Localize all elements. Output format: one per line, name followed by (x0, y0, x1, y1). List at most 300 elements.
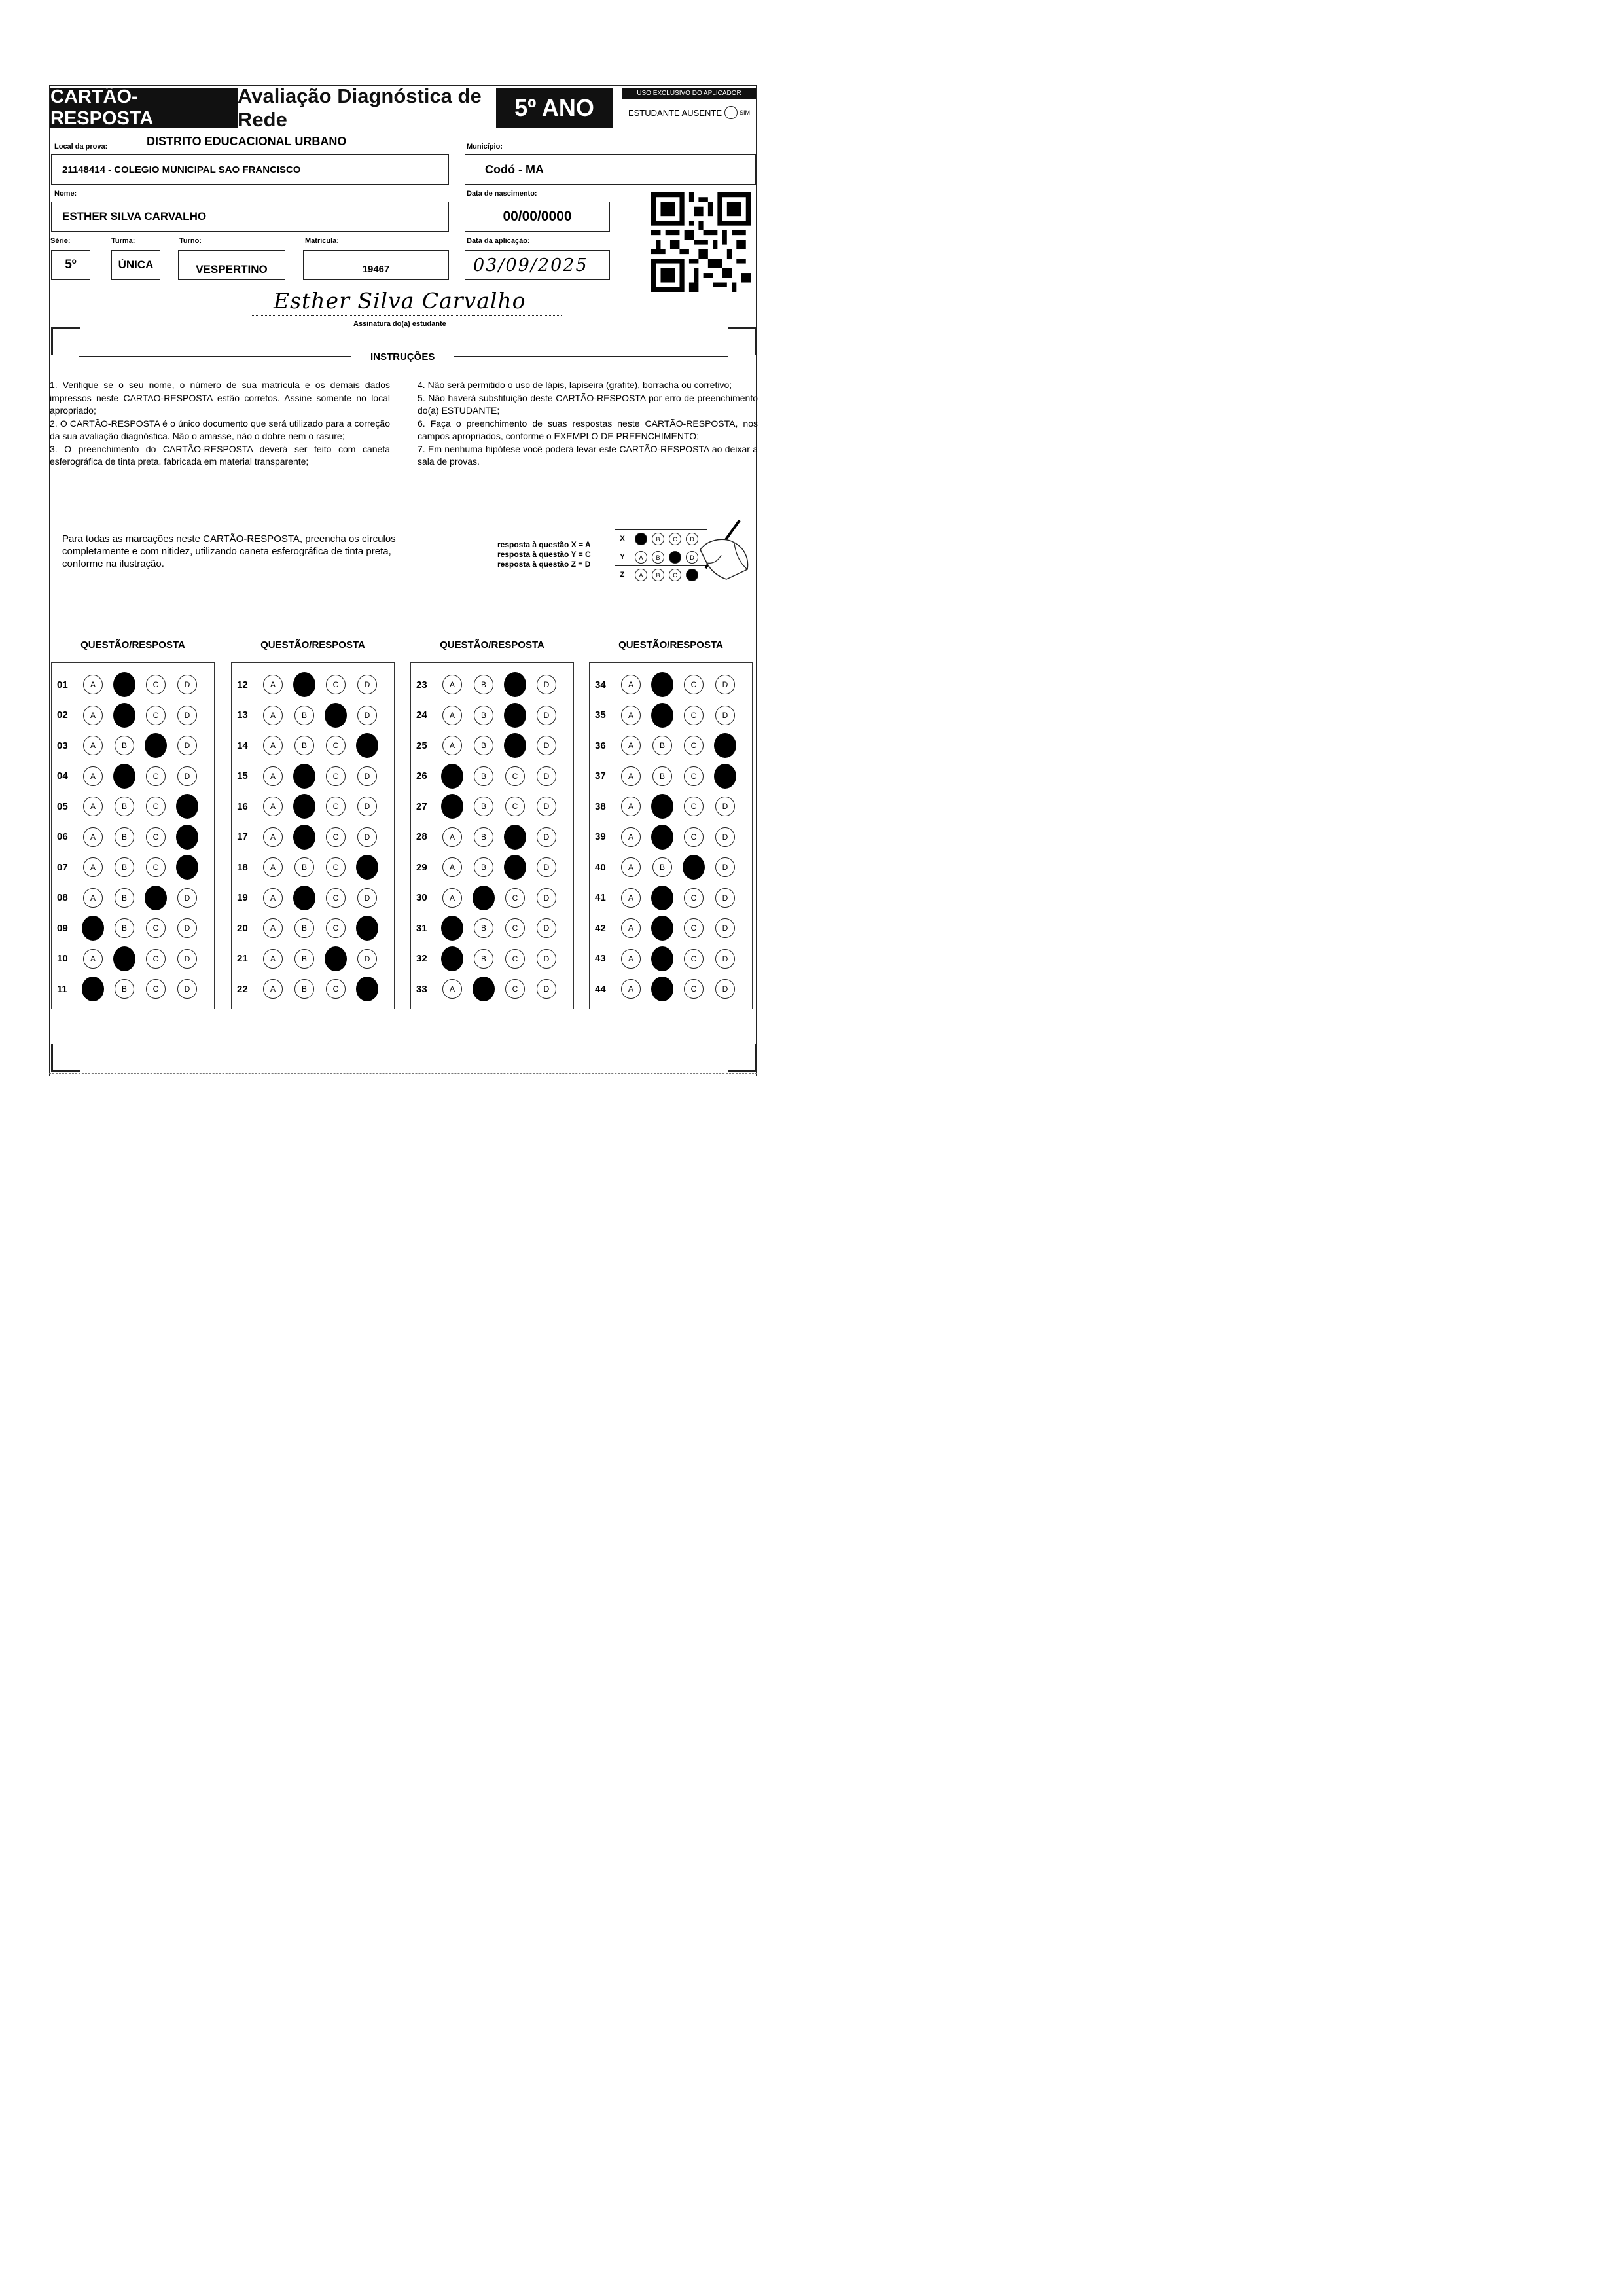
answer-bubble-b[interactable]: B (293, 825, 315, 850)
answer-row (411, 883, 573, 913)
card-title: CARTÃO-RESPOSTA (50, 88, 238, 128)
example-bubble-d: D (686, 551, 698, 564)
answer-row (590, 913, 752, 943)
answer-row (52, 913, 214, 943)
applicator-box (622, 88, 757, 128)
answer-column (589, 662, 753, 1009)
answer-bubble-c[interactable]: C (504, 855, 526, 880)
answer-bubble-a[interactable]: A (621, 979, 641, 999)
answer-row (52, 761, 214, 791)
question-number: 13 (237, 709, 248, 721)
answer-row (52, 700, 214, 730)
answer-bubble-d[interactable]: D (177, 888, 197, 908)
answer-bubble-a[interactable]: A (621, 949, 641, 969)
instruction-1: 1. Verifique se o seu nome, o número de sua matrícula e os demais dados impressos neste CARTAO-RESPOSTA estão corretos. Assine somente no local apropriado; (50, 380, 390, 416)
applicator-box-title: USO EXCLUSIVO DO APLICADOR (622, 88, 756, 99)
instruction-3: 3. O preenchimento do CARTÃO-RESPOSTA deverá ser feito com caneta esferográfica de tinta preta, fabricada em material transparente; (50, 443, 390, 467)
answer-bubble-c[interactable]: C (326, 857, 346, 877)
answer-bubble-c[interactable]: C (326, 766, 346, 786)
answer-bubble-a[interactable]: A (83, 766, 103, 786)
answer-bubble-c[interactable]: C (684, 766, 704, 786)
answer-bubble-c[interactable]: C (504, 733, 526, 758)
answer-row (590, 730, 752, 761)
answer-bubble-a[interactable]: A (82, 977, 104, 1001)
instructions-rule-right (454, 356, 728, 357)
answer-bubble-d[interactable]: D (176, 794, 198, 819)
answer-row (52, 670, 214, 700)
card-frame-bottom (49, 1073, 757, 1074)
question-number: 31 (416, 922, 427, 934)
answer-bubble-c[interactable]: C (326, 736, 346, 755)
answer-row (52, 883, 214, 913)
answer-bubble-c[interactable]: C (146, 675, 166, 694)
example-bubble-d: D (686, 533, 698, 545)
answer-bubble-b[interactable]: B (474, 675, 493, 694)
answer-bubble-d[interactable]: D (715, 797, 735, 816)
instruction-4: 4. Não será permitido o uso de lápis, lapiseira (grafite), borracha ou corretivo; (418, 380, 732, 390)
answer-bubble-b[interactable]: B (474, 918, 493, 938)
question-number: 19 (237, 892, 248, 903)
question-number: 16 (237, 800, 248, 812)
question-number: 17 (237, 831, 248, 842)
answer-bubble-d[interactable]: D (177, 979, 197, 999)
instruction-6: 6. Faça o preenchimento de suas respostas neste CARTÃO-RESPOSTA, nos campos apropriados, conforme o EXEMPLO DE PREENCHIMENTO; (418, 418, 758, 441)
question-number: 43 (595, 953, 606, 964)
question-number: 42 (595, 922, 606, 934)
turno-label: Turno: (179, 237, 202, 245)
answer-bubble-c[interactable]: C (505, 979, 525, 999)
answer-bubble-d[interactable]: D (176, 855, 198, 880)
question-number: 28 (416, 831, 427, 842)
exam-title: Avaliação Diagnóstica de Rede (238, 88, 496, 128)
instruction-7: 7. Em nenhuma hipótese você poderá levar este CARTÃO-RESPOSTA ao deixar a sala de provas. (418, 443, 758, 467)
answer-bubble-d[interactable]: D (357, 888, 377, 908)
answer-bubble-a[interactable]: A (442, 979, 462, 999)
answer-bubble-d[interactable]: D (537, 766, 556, 786)
answer-bubble-b[interactable]: B (651, 977, 673, 1001)
question-number: 04 (57, 770, 68, 781)
answer-bubble-c[interactable]: C (505, 797, 525, 816)
answer-row (52, 944, 214, 974)
answer-bubble-a[interactable]: A (442, 675, 462, 694)
answer-bubble-d[interactable]: D (177, 706, 197, 725)
answer-column-title: QUESTÃO/RESPOSTA (440, 639, 544, 651)
answer-bubble-d[interactable]: D (715, 857, 735, 877)
answer-bubble-b[interactable]: B (474, 797, 493, 816)
answer-bubble-d[interactable]: D (356, 855, 378, 880)
absent-option-label: SIM (740, 109, 751, 116)
local-district: DISTRITO EDUCACIONAL URBANO (147, 135, 347, 148)
answer-row (411, 761, 573, 791)
answer-bubble-b[interactable]: B (293, 764, 315, 789)
answer-bubble-d[interactable]: D (177, 766, 197, 786)
answer-bubble-a[interactable]: A (83, 675, 103, 694)
answer-bubble-a[interactable]: A (83, 706, 103, 725)
answer-bubble-c[interactable]: C (504, 672, 526, 697)
absent-checkbox[interactable] (724, 106, 738, 119)
answer-row (411, 944, 573, 974)
answer-row (232, 852, 394, 882)
aplicacao-handwritten: 03/09/2025 (473, 255, 588, 276)
question-number: 07 (57, 861, 68, 873)
answer-row (232, 730, 394, 761)
answer-row (590, 883, 752, 913)
answer-bubble-a[interactable]: A (441, 946, 463, 971)
question-number: 06 (57, 831, 68, 842)
answer-bubble-c[interactable]: C (505, 949, 525, 969)
nascimento-label: Data de nascimento: (467, 190, 537, 198)
answer-row (52, 791, 214, 821)
corner-mark-top-left (51, 327, 80, 355)
signature-label: Assinatura do(a) estudante (353, 320, 446, 328)
answer-bubble-a[interactable]: A (442, 736, 462, 755)
answer-bubble-a[interactable]: A (83, 857, 103, 877)
example-row-label: Y (615, 548, 630, 566)
answer-column (231, 662, 395, 1009)
answer-bubble-b[interactable]: B (651, 794, 673, 819)
example-bubble-c: C (669, 533, 681, 545)
answer-bubble-a[interactable]: A (263, 706, 283, 725)
answer-bubble-c[interactable]: C (505, 918, 525, 938)
question-number: 34 (595, 679, 606, 691)
answer-bubble-d[interactable]: D (177, 949, 197, 969)
answer-row (232, 822, 394, 852)
answer-bubble-b[interactable]: B (113, 946, 135, 971)
serie-field: 5º (51, 250, 90, 280)
example-bubble-a (635, 533, 647, 545)
answer-bubble-a[interactable]: A (621, 857, 641, 877)
answer-bubble-d[interactable]: D (177, 675, 197, 694)
answer-bubble-a[interactable]: A (441, 794, 463, 819)
answer-bubble-d[interactable]: D (357, 675, 377, 694)
aplicacao-field (465, 250, 610, 280)
absent-label: ESTUDANTE AUSENTE (628, 107, 722, 118)
answer-row (590, 852, 752, 882)
answer-bubble-c[interactable]: C (505, 766, 525, 786)
answer-column (410, 662, 574, 1009)
answer-bubble-a[interactable]: A (621, 797, 641, 816)
answer-bubble-a[interactable]: A (83, 888, 103, 908)
answer-bubble-c[interactable]: C (684, 797, 704, 816)
answer-bubble-a[interactable]: A (441, 764, 463, 789)
answer-bubble-b[interactable]: B (474, 949, 493, 969)
question-number: 14 (237, 740, 248, 751)
answer-bubble-d[interactable]: D (714, 733, 736, 758)
answer-bubble-d[interactable]: D (537, 949, 556, 969)
answer-bubble-d[interactable]: D (715, 706, 735, 725)
answer-row (52, 822, 214, 852)
answer-bubble-a[interactable]: A (442, 827, 462, 847)
answer-row (411, 974, 573, 1004)
answer-bubble-c[interactable]: C (684, 736, 704, 755)
answer-bubble-b[interactable]: B (652, 766, 672, 786)
answer-bubble-d[interactable]: D (714, 764, 736, 789)
answer-bubble-d[interactable]: D (715, 979, 735, 999)
answer-bubble-c[interactable]: C (684, 888, 704, 908)
answer-row (232, 974, 394, 1004)
answer-bubble-a[interactable]: A (83, 797, 103, 816)
answer-bubble-d[interactable]: D (537, 736, 556, 755)
answer-row (52, 974, 214, 1004)
example-text: Para todas as marcações neste CARTÃO-RESPOSTA, preencha os círculos completamente e com nitidez, utilizando caneta esferográfica de tinta preta, conforme na ilustração. (62, 533, 396, 569)
answer-bubble-b[interactable]: B (293, 794, 315, 819)
question-number: 41 (595, 892, 606, 903)
answer-bubble-b[interactable]: B (474, 736, 493, 755)
question-number: 09 (57, 922, 68, 934)
answer-bubble-a[interactable]: A (263, 949, 283, 969)
instruction-2: 2. O CARTÃO-RESPOSTA é o único documento que será utilizado para a correção da sua avaliação diagnóstica. Não o amasse, não o dobre nem o rasure; (50, 418, 390, 441)
answer-bubble-c[interactable]: C (684, 979, 704, 999)
signature-line (252, 315, 562, 316)
corner-mark-bottom-right (728, 1044, 757, 1072)
answer-bubble-b[interactable]: B (474, 857, 493, 877)
answer-row (590, 822, 752, 852)
answer-bubble-d[interactable]: D (356, 733, 378, 758)
answer-bubble-c[interactable]: C (146, 918, 166, 938)
answer-bubble-b[interactable]: B (651, 672, 673, 697)
answer-bubble-c[interactable]: C (325, 703, 347, 728)
answer-bubble-b[interactable]: B (294, 857, 314, 877)
answer-bubble-d[interactable]: D (537, 979, 556, 999)
answer-bubble-c[interactable]: C (146, 766, 166, 786)
answer-bubble-d[interactable]: D (357, 827, 377, 847)
answer-bubble-c[interactable]: C (684, 918, 704, 938)
question-number: 36 (595, 740, 606, 751)
municipio-label: Município: (467, 143, 503, 151)
answer-row (232, 944, 394, 974)
answer-bubble-b[interactable]: B (115, 857, 134, 877)
answer-bubble-b[interactable]: B (115, 827, 134, 847)
answer-bubble-a[interactable]: A (621, 706, 641, 725)
question-number: 37 (595, 770, 606, 781)
answer-bubble-b[interactable]: B (115, 736, 134, 755)
question-number: 35 (595, 709, 606, 721)
answer-bubble-d[interactable]: D (715, 949, 735, 969)
answer-bubble-a[interactable]: A (621, 888, 641, 908)
answer-row (52, 730, 214, 761)
answer-bubble-a[interactable]: A (83, 736, 103, 755)
answer-bubble-b[interactable]: B (115, 797, 134, 816)
answer-bubble-a[interactable]: A (82, 916, 104, 941)
answer-bubble-d[interactable]: D (357, 797, 377, 816)
example-legend (497, 540, 591, 569)
question-number: 01 (57, 679, 68, 691)
example-bubble-b: B (652, 569, 664, 581)
turma-label: Turma: (111, 237, 135, 245)
question-number: 05 (57, 800, 68, 812)
answer-bubble-c[interactable]: C (325, 946, 347, 971)
answer-bubble-d[interactable]: D (715, 675, 735, 694)
answer-bubble-d[interactable]: D (356, 977, 378, 1001)
answer-bubble-c[interactable]: C (146, 706, 166, 725)
answer-bubble-c[interactable]: C (146, 949, 166, 969)
instructions-left (50, 379, 390, 469)
answer-bubble-b[interactable]: B (651, 703, 673, 728)
question-number: 38 (595, 800, 606, 812)
corner-mark-top-right (728, 327, 757, 355)
answer-bubble-c[interactable]: C (684, 827, 704, 847)
answer-bubble-a[interactable]: A (621, 827, 641, 847)
answer-bubble-a[interactable]: A (621, 736, 641, 755)
answer-bubble-c[interactable]: C (146, 979, 166, 999)
answer-bubble-b[interactable]: B (474, 766, 493, 786)
answer-bubble-a[interactable]: A (83, 827, 103, 847)
answer-bubble-d[interactable]: D (357, 949, 377, 969)
answer-bubble-a[interactable]: A (621, 918, 641, 938)
municipio-field: Codó - MA (465, 154, 756, 185)
question-number: 10 (57, 953, 68, 964)
answer-bubble-d[interactable]: D (537, 857, 556, 877)
answer-bubble-b[interactable]: B (113, 703, 135, 728)
answer-bubble-a[interactable]: A (263, 736, 283, 755)
answer-bubble-b[interactable]: B (113, 764, 135, 789)
example-bubble-b: B (652, 533, 664, 545)
answer-bubble-a[interactable]: A (442, 857, 462, 877)
answer-bubble-b[interactable]: B (651, 825, 673, 850)
answer-bubble-c[interactable]: C (326, 797, 346, 816)
answer-bubble-a[interactable]: A (263, 827, 283, 847)
answer-bubble-b[interactable]: B (652, 857, 672, 877)
answer-bubble-c[interactable]: C (684, 706, 704, 725)
question-number: 26 (416, 770, 427, 781)
answer-bubble-d[interactable]: D (537, 797, 556, 816)
answer-bubble-b[interactable]: B (293, 672, 315, 697)
answer-bubble-c[interactable]: C (326, 827, 346, 847)
answer-bubble-c[interactable]: C (326, 675, 346, 694)
answer-bubble-b[interactable]: B (115, 888, 134, 908)
answer-bubble-a[interactable]: A (263, 766, 283, 786)
nome-field: ESTHER SILVA CARVALHO (51, 202, 449, 232)
answer-bubble-c[interactable]: C (146, 827, 166, 847)
answer-bubble-a[interactable]: A (263, 979, 283, 999)
question-number: 24 (416, 709, 427, 721)
answer-bubble-c[interactable]: C (326, 979, 346, 999)
answer-bubble-b[interactable]: B (294, 949, 314, 969)
question-number: 18 (237, 861, 248, 873)
answer-bubble-a[interactable]: A (263, 675, 283, 694)
instructions-right (418, 379, 758, 469)
answer-bubble-d[interactable]: D (537, 888, 556, 908)
answer-row (232, 791, 394, 821)
answer-bubble-d[interactable]: D (537, 827, 556, 847)
turno-field: VESPERTINO (178, 250, 285, 280)
answer-bubble-b[interactable]: B (294, 979, 314, 999)
question-number: 33 (416, 983, 427, 995)
answer-bubble-b[interactable]: B (651, 946, 673, 971)
answer-bubble-c[interactable]: C (504, 703, 526, 728)
question-number: 22 (237, 983, 248, 995)
answer-bubble-a[interactable]: A (621, 675, 641, 694)
example-row-label: X (615, 530, 630, 548)
answer-bubble-b[interactable]: B (115, 979, 134, 999)
answer-bubble-b[interactable]: B (294, 918, 314, 938)
answer-column-title: QUESTÃO/RESPOSTA (260, 639, 365, 651)
question-number: 03 (57, 740, 68, 751)
answer-row (411, 791, 573, 821)
answer-bubble-d[interactable]: D (356, 916, 378, 941)
question-number: 29 (416, 861, 427, 873)
answer-row (232, 761, 394, 791)
answer-bubble-d[interactable]: D (177, 918, 197, 938)
matricula-field: 19467 (303, 250, 449, 280)
answer-bubble-b[interactable]: B (113, 672, 135, 697)
answer-bubble-b[interactable]: B (294, 706, 314, 725)
answer-bubble-a[interactable]: A (441, 916, 463, 941)
answer-bubble-b[interactable]: B (651, 886, 673, 910)
answer-bubble-a[interactable]: A (83, 949, 103, 969)
answer-row (590, 670, 752, 700)
answer-bubble-c[interactable]: C (684, 675, 704, 694)
answer-bubble-d[interactable]: D (537, 706, 556, 725)
answer-bubble-d[interactable]: D (715, 918, 735, 938)
example-bubble-a: A (635, 569, 647, 581)
question-number: 40 (595, 861, 606, 873)
answer-bubble-b[interactable]: B (115, 918, 134, 938)
nascimento-field: 00/00/0000 (465, 202, 610, 232)
answer-bubble-a[interactable]: A (442, 706, 462, 725)
signature-handwritten: Esther Silva Carvalho (274, 288, 526, 314)
nome-label: Nome: (54, 190, 77, 198)
school-field: 21148414 - COLEGIO MUNICIPAL SAO FRANCISCO (51, 154, 449, 185)
answer-bubble-c[interactable]: C (326, 918, 346, 938)
answer-bubble-c[interactable]: C (504, 825, 526, 850)
answer-bubble-b[interactable]: B (294, 736, 314, 755)
answer-bubble-d[interactable]: D (715, 827, 735, 847)
answer-bubble-c[interactable]: C (684, 949, 704, 969)
question-number: 39 (595, 831, 606, 842)
question-number: 20 (237, 922, 248, 934)
answer-bubble-c[interactable]: C (145, 886, 167, 910)
grade-title: 5º ANO (496, 88, 613, 128)
answer-bubble-a[interactable]: A (263, 797, 283, 816)
answer-bubble-a[interactable]: A (263, 857, 283, 877)
question-number: 11 (57, 983, 67, 995)
answer-bubble-b[interactable]: B (473, 977, 495, 1001)
answer-bubble-a[interactable]: A (263, 918, 283, 938)
matricula-label: Matrícula: (305, 237, 339, 245)
answer-bubble-c[interactable]: C (326, 888, 346, 908)
answer-row (411, 700, 573, 730)
answer-bubble-b[interactable]: B (474, 706, 493, 725)
answer-bubble-b[interactable]: B (293, 886, 315, 910)
answer-bubble-c[interactable]: C (145, 733, 167, 758)
answer-bubble-c[interactable]: C (683, 855, 705, 880)
answer-bubble-a[interactable]: A (442, 888, 462, 908)
answer-row (411, 913, 573, 943)
answer-bubble-b[interactable]: B (651, 916, 673, 941)
answer-bubble-a[interactable]: A (621, 766, 641, 786)
answer-column (51, 662, 215, 1009)
answer-bubble-b[interactable]: B (474, 827, 493, 847)
answer-bubble-d[interactable]: D (537, 675, 556, 694)
answer-bubble-d[interactable]: D (537, 918, 556, 938)
answer-bubble-c[interactable]: C (146, 797, 166, 816)
answer-bubble-b[interactable]: B (652, 736, 672, 755)
answer-bubble-d[interactable]: D (176, 825, 198, 850)
answer-bubble-d[interactable]: D (177, 736, 197, 755)
answer-bubble-c[interactable]: C (505, 888, 525, 908)
qr-code (651, 192, 751, 293)
question-number: 21 (237, 953, 248, 964)
answer-bubble-d[interactable]: D (357, 706, 377, 725)
question-number: 32 (416, 953, 427, 964)
answer-bubble-d[interactable]: D (715, 888, 735, 908)
answer-bubble-a[interactable]: A (263, 888, 283, 908)
answer-bubble-d[interactable]: D (357, 766, 377, 786)
answer-bubble-b[interactable]: B (473, 886, 495, 910)
question-number: 44 (595, 983, 606, 995)
answer-bubble-c[interactable]: C (146, 857, 166, 877)
